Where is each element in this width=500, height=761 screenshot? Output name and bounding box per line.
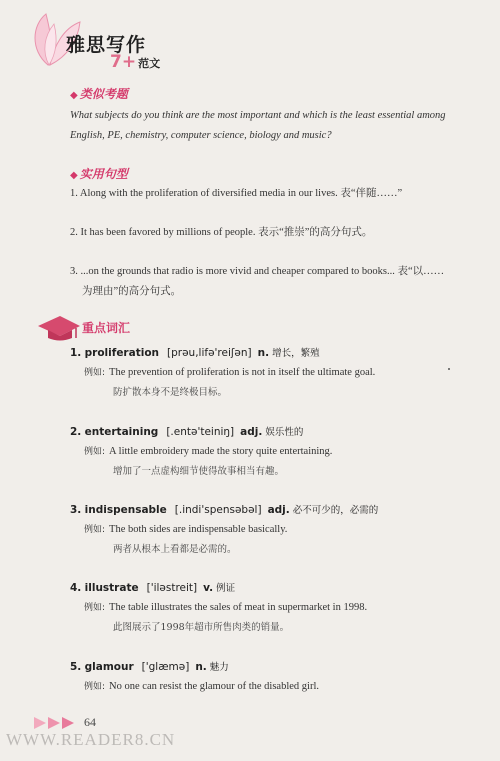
book-subtitle bbox=[110, 52, 160, 72]
example-sentence: A little embroidery made the story quite entertaining. bbox=[109, 446, 333, 457]
translation: 增加了一点虚构细节使得故事相当有趣。 bbox=[113, 466, 285, 477]
vocab-word: glamour bbox=[84, 661, 134, 673]
score-label: 7+ bbox=[110, 52, 137, 72]
phonetic: [.entə'teiniŋ] bbox=[166, 426, 235, 438]
page-number: 64 bbox=[84, 715, 96, 729]
page-arrows-icon bbox=[34, 716, 80, 730]
graduation-cap-icon bbox=[36, 314, 82, 342]
book-title: 雅思写作 bbox=[66, 34, 147, 56]
vocab-entry: 3. indispensable [.indi'spensəbəl] adj. 必不可少的，必需的 例如: The both sides are indispensable basically. 两者从根本上看都是必需的。 bbox=[70, 502, 490, 555]
vocab-entry: 1. proliferation [prəu,lifə'reiʃən] n. 增长，繁殖 例如: The prevention of proliferation is not in itself the ultimate goal. 防扩散本身不是终极目标。 bbox=[70, 345, 490, 398]
question-text: What subjects do you think are the most important and which is the least essential among English, PE, chemistry, computer science, biology and music? bbox=[70, 110, 446, 141]
sentence-item: 3. ...on the grounds that radio is more vivid and cheaper compared to books... 表“以…… 为理由”的高分句式。 bbox=[70, 266, 445, 297]
scan-speck bbox=[448, 368, 450, 370]
watermark: WWW.READER8.CN bbox=[6, 730, 176, 749]
example-sentence: The prevention of proliferation is not in itself the ultimate goal. bbox=[109, 367, 376, 378]
section-heading-sentences: ◆ 实用句型 bbox=[70, 167, 128, 181]
vocab-entry: 2. entertaining [.entə'teiniŋ] adj. 娱乐性的 例如: A little embroidery made the story quite entertaining. 增加了一点虚构细节使得故事相当有趣。 bbox=[70, 424, 490, 477]
vocab-word: illustrate bbox=[84, 582, 139, 594]
phonetic: ['glæmə] bbox=[141, 661, 190, 673]
example-sentence: The both sides are indispensable basically. bbox=[109, 524, 288, 535]
section-heading-question: ◆ 类似考题 bbox=[70, 87, 128, 101]
translation: 防扩散本身不是终极目标。 bbox=[113, 387, 228, 398]
subtitle-label: 范文 bbox=[138, 57, 161, 70]
sentence-item: 1. Along with the proliferation of diversified media in our lives. 表“伴随……” bbox=[70, 188, 403, 199]
vocab-entry: 4. illustrate ['iləstreit] v. 例证 例如: The table illustrates the sales of meat in supermarket in 1998. 此图展示了1998年超市所售肉类的销量。 bbox=[70, 580, 490, 633]
example-sentence: The table illustrates the sales of meat in supermarket in 1998. bbox=[109, 602, 368, 613]
vocab-word: entertaining bbox=[84, 426, 159, 438]
diamond-icon: ◆ bbox=[70, 170, 78, 181]
translation: 两者从根本上看都是必需的。 bbox=[113, 544, 237, 555]
translation: 此图展示了1998年超市所售肉类的销量。 bbox=[113, 622, 290, 633]
example-sentence: No one can resist the glamour of the disabled girl. bbox=[109, 681, 319, 692]
phonetic: ['iləstreit] bbox=[146, 582, 198, 594]
sentence-item: 2. It has been favored by millions of people. 表示“推崇”的高分句式。 bbox=[70, 227, 373, 238]
diamond-icon: ◆ bbox=[70, 90, 78, 101]
phonetic: [prəu,lifə'reiʃən] bbox=[167, 347, 252, 359]
section-heading-vocab: 重点词汇 bbox=[82, 321, 131, 335]
vocab-word: indispensable bbox=[84, 504, 167, 516]
vocab-word: proliferation bbox=[84, 347, 160, 359]
phonetic: [.indi'spensəbəl] bbox=[174, 504, 262, 516]
vocab-entry: 5. glamour ['glæmə] n. 魅力 例如: No one can resist the glamour of the disabled girl. bbox=[70, 661, 319, 692]
